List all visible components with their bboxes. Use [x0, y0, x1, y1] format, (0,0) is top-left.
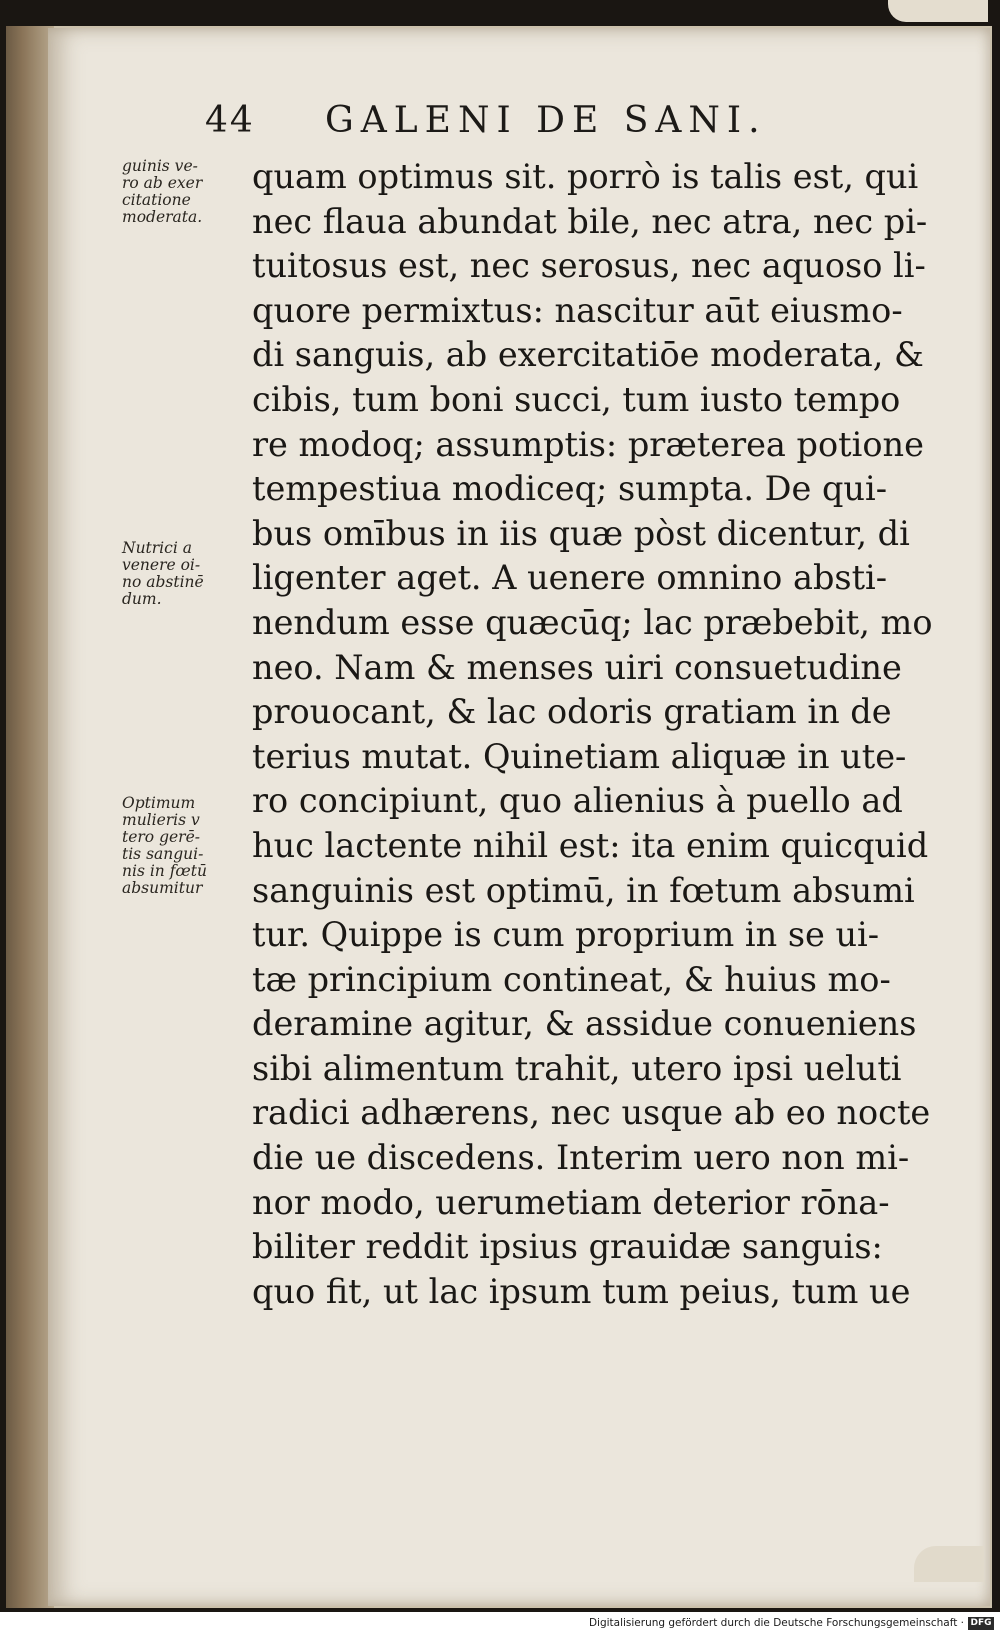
text-line: ro concipiunt, quo alienius à puello ad [252, 781, 903, 821]
margin-note [122, 540, 262, 608]
text-line: tempestiua modiceq; sumpta. De qui- [252, 469, 888, 509]
text-line: prouocant, & lac odoris gratiam in de [252, 692, 892, 732]
text-line: quore permixtus: nascitur aūt eiusmo- [252, 290, 903, 330]
running-head: GALENI DE SANI. [325, 100, 767, 141]
text-line: biliter reddit ipsius grauidæ sanguis: [252, 1227, 883, 1267]
page-number: 44 [205, 100, 255, 141]
text-line: quam optimus sit. porrò is talis est, qui [252, 157, 919, 196]
margin-note-text: guinis ve- ro ab exer citatione moderata. [122, 157, 203, 226]
text-line: nec flaua abundat bile, nec atra, nec pi- [252, 201, 928, 241]
text-line: tur. Quippe is cum proprium in se ui- [252, 915, 880, 955]
text-line: deramine agitur, & assidue conueniens [252, 1004, 917, 1044]
page-corner-top [888, 0, 988, 22]
text-line: die ue discedens. Interim uero non mi- [252, 1138, 910, 1178]
body-text [252, 155, 932, 1314]
page-edge-stack [6, 26, 54, 1608]
dfg-logo-icon: DFG [968, 1617, 994, 1630]
text-line: bus omībus in iis quæ pòst dicentur, di [252, 513, 910, 553]
margin-note-text: Nutrici a venere oi- no abstinē dum. [122, 539, 204, 608]
page-header [205, 100, 845, 150]
text-line: radici adhærens, nec usque ab eo nocte [252, 1093, 931, 1133]
margin-note [122, 158, 262, 226]
text-line: nendum esse quæcūq; lac præbebit, mo [252, 602, 933, 642]
text-line: tæ principium contineat, & huius mo- [252, 959, 891, 999]
margin-note-text: Optimum mulieris v tero gerē- tis sangui- nis in fœtū absumitur [122, 794, 207, 897]
text-line: tuitosus est, nec serosus, nec aquoso li- [252, 246, 926, 286]
margin-note [122, 795, 262, 897]
page-corner-bottom [914, 1546, 984, 1582]
text-line: di sanguis, ab exercitatiōe moderata, & [252, 335, 924, 375]
text-line: re modoq; assumptis: præterea potione [252, 424, 924, 464]
text-line: neo. Nam & menses uiri consuetudine [252, 647, 902, 687]
text-line: nor modo, uerumetiam deterior rōna- [252, 1182, 890, 1222]
footer-bar [0, 1612, 1000, 1635]
text-line: sanguinis est optimū, in fœtum absumi [252, 870, 915, 910]
text-line: terius mutat. Quinetiam aliquæ in ute- [252, 736, 907, 776]
text-line: ligenter aget. A uenere omnino absti- [252, 558, 888, 598]
text-line: huc lactente nihil est: ita enim quicquid [252, 825, 929, 865]
funding-credit: Digitalisierung gefördert durch die Deutsche Forschungsgemeinschaft · [588, 1617, 964, 1629]
text-line: sibi alimentum trahit, utero ipsi ueluti [252, 1048, 902, 1088]
text-line: cibis, tum boni succi, tum iusto tempo [252, 379, 901, 419]
text-line: quo fit, ut lac ipsum tum peius, tum ue [252, 1271, 911, 1311]
